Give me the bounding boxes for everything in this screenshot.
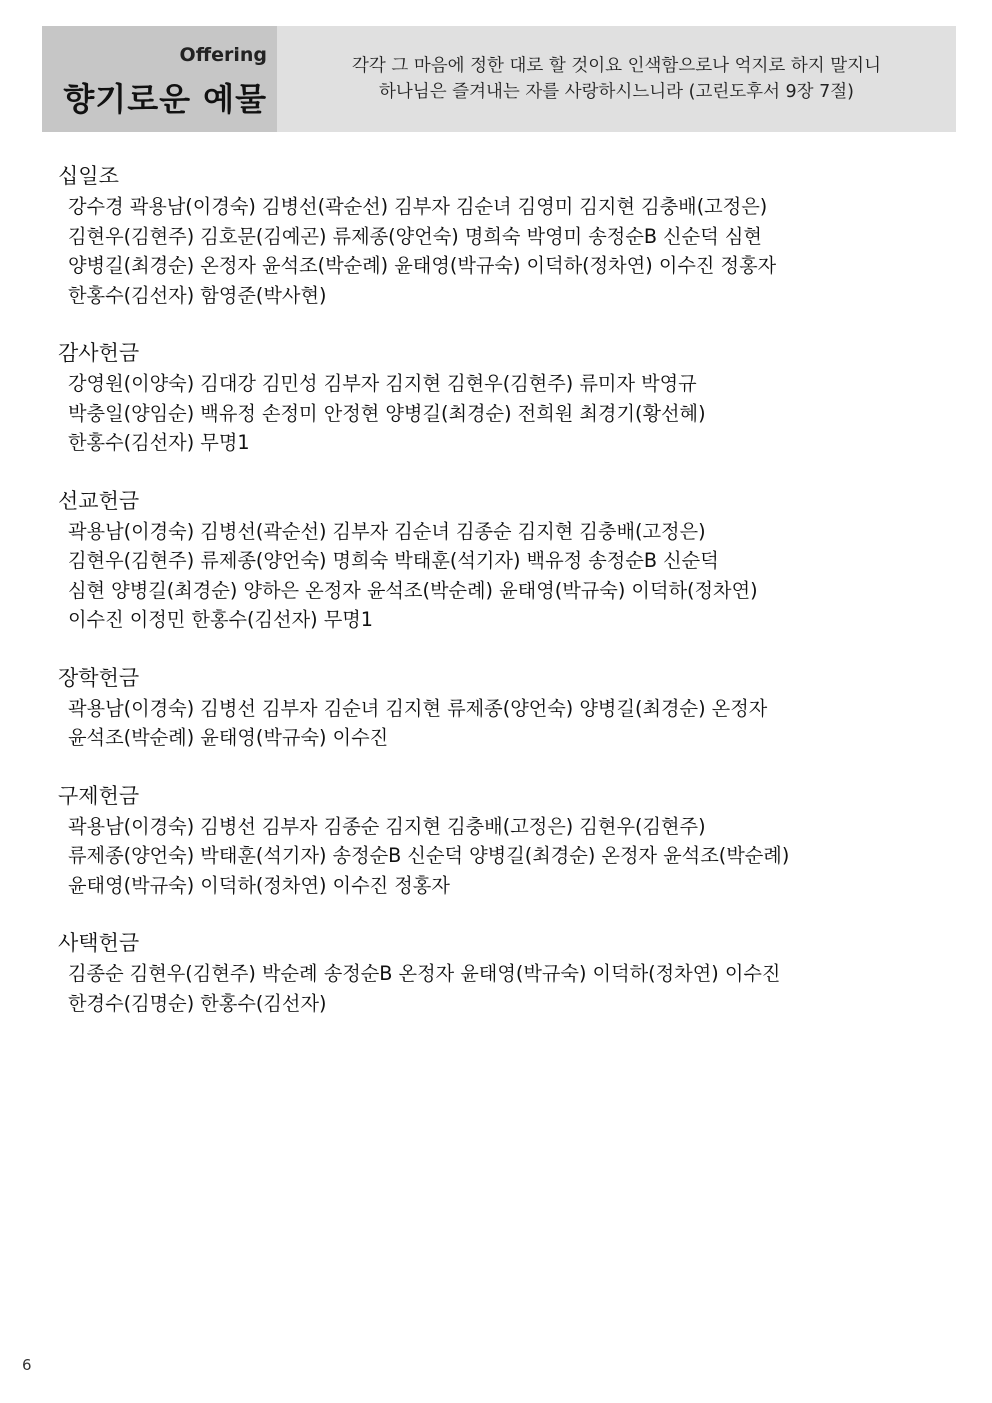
donor-line: 한홍수(김선자) 함영준(박사현) [68, 283, 327, 307]
donor-line: 윤태영(박규숙) 이덕하(정차연) 이수진 정홍자 [68, 873, 450, 897]
section-scholarship [58, 662, 938, 753]
header-title-english: Offering [179, 44, 267, 66]
donor-line: 윤석조(박순례) 윤태영(박규숙) 이수진 [68, 726, 389, 749]
section-relief [58, 780, 938, 901]
donor-line: 한홍수(김선자) 무명1 [68, 431, 250, 454]
donor-line: 한경수(김명순) 한홍수(김선자) [68, 991, 327, 1015]
section-title: 감사헌금 [58, 341, 140, 365]
donor-line: 곽용남(이경숙) 김병선 김부자 김순녀 김지현 류제종(양언숙) 양병길(최경순) 온정자 [68, 696, 768, 720]
section-thanksgiving [58, 337, 938, 458]
donor-line: 류제종(양언숙) 박태훈(석기자) 송정순B 신순덕 양병길(최경순) 온정자 윤석조(박순례) [68, 844, 790, 867]
donor-line: 김현우(김현주) 김호문(김예곤) 류제종(양언숙) 명희숙 박영미 송정순B 신순덕 심현 [68, 224, 762, 248]
page-number: 6 [22, 1356, 32, 1374]
donor-line: 강수경 곽용남(이경숙) 김병선(곽순선) 김부자 김순녀 김영미 김지현 김충배(고정은) [68, 195, 768, 218]
donor-line: 이수진 이정민 한홍수(김선자) 무명1 [68, 608, 373, 631]
header-title-box [42, 26, 277, 132]
donor-list [58, 369, 938, 458]
section-parsonage [58, 927, 938, 1018]
bible-verse-line-2: 하나님은 즐겨내는 자를 사랑하시느니라 (고린도후서 9장 7절) [378, 82, 855, 102]
bible-verse-line-1: 각각 그 마음에 정한 대로 할 것이요 인색함으로나 억지로 하지 말지니 [352, 56, 881, 76]
section-title: 장학헌금 [58, 665, 140, 690]
donor-list [58, 812, 938, 901]
section-tithe [58, 160, 938, 310]
section-mission [58, 485, 938, 635]
offering-header [42, 26, 956, 132]
donor-line: 곽용남(이경숙) 김병선 김부자 김종순 김지현 김충배(고정은) 김현우(김현주) [68, 814, 706, 838]
donor-list [58, 517, 938, 635]
donor-list [58, 192, 938, 310]
donor-line: 박충일(양임순) 백유정 손정미 안정현 양병길(최경순) 전희원 최경기(황선혜) [68, 401, 706, 425]
donor-list [58, 959, 938, 1018]
section-title: 십일조 [58, 164, 119, 188]
section-title: 선교헌금 [58, 488, 140, 513]
donor-line: 양병길(최경순) 온정자 윤석조(박순례) 윤태영(박규숙) 이덕하(정차연) 이수진 정홍자 [68, 254, 777, 277]
offering-sections [58, 160, 938, 1045]
donor-line: 곽용남(이경숙) 김병선(곽순선) 김부자 김순녀 김종순 김지현 김충배(고정은) [68, 519, 706, 543]
header-title-korean: 향기로운 예물 [63, 80, 267, 118]
donor-line: 김현우(김현주) 류제종(양언숙) 명희숙 박태훈(석기자) 백유정 송정순B 신순덕 [68, 549, 719, 572]
donor-line: 강영원(이양숙) 김대강 김민성 김부자 김지현 김현우(김현주) 류미자 박영규 [68, 372, 697, 395]
donor-line: 심현 양병길(최경순) 양하은 온정자 윤석조(박순례) 윤태영(박규숙) 이덕하(정차연) [68, 578, 758, 602]
section-title: 구제헌금 [58, 783, 140, 808]
donor-list [58, 694, 938, 753]
donor-line: 김종순 김현우(김현주) 박순례 송정순B 온정자 윤태영(박규숙) 이덕하(정차연) 이수진 [68, 962, 781, 985]
section-title: 사택헌금 [58, 931, 140, 955]
bible-verse [277, 26, 956, 132]
